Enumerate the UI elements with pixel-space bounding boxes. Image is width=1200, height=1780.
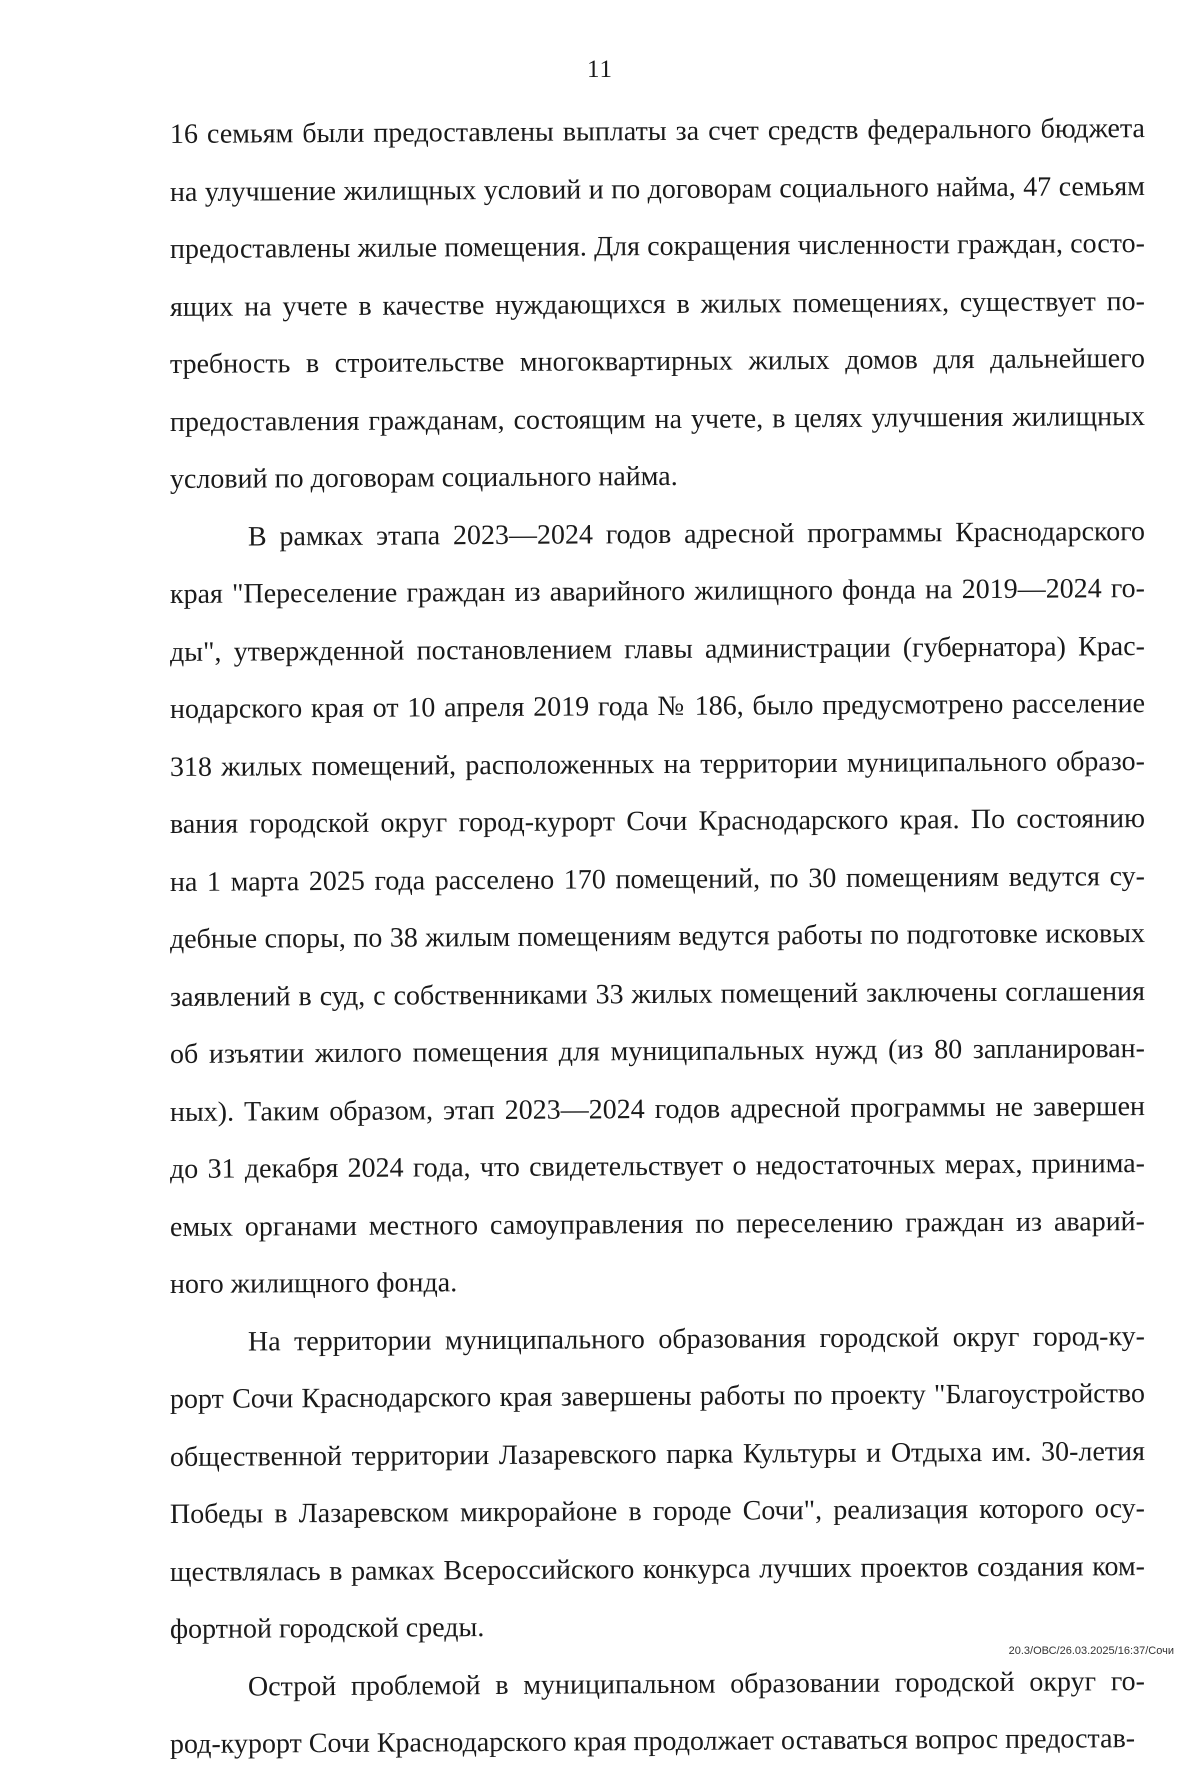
- text-line: ществлялась в рамках Всероссийского конкурса лучших проектов создания ком-: [169, 1550, 1146, 1588]
- text-line: на улучшение жилищных условий и по договорам социального найма, 47 семьям: [169, 170, 1146, 208]
- text-line: дебные споры, по 38 жилым помещениям ведутся работы по подготовке исковых: [169, 918, 1146, 955]
- text-line: условий по договорам социального найма.: [169, 460, 678, 495]
- text-line: На территории муниципального образования городской округ город-ку-: [247, 1320, 1146, 1358]
- paragraph: [170, 1320, 1145, 1665]
- paragraph: [170, 515, 1145, 1320]
- text-line: В рамках этапа 2023—2024 годов адресной программы Краснодарского: [247, 515, 1146, 553]
- text-line: 16 семьям были предоставлены выплаты за счет средств федерального бюджета: [169, 113, 1146, 150]
- text-line: ных). Таким образом, этап 2023—2024 годов адресной программы не завершен: [169, 1090, 1146, 1128]
- text-line: предоставления гражданам, состоящим на учете, в целях улучшения жилищных: [169, 400, 1146, 438]
- text-line: ды", утвержденной постановлением главы администрации (губернатора) Крас-: [169, 630, 1146, 668]
- text-line: общественной территории Лазаревского парка Культуры и Отдыха им. 30-летия: [169, 1435, 1146, 1473]
- text-line: до 31 декабря 2024 года, что свидетельствует о недостаточных мерах, принима-: [169, 1148, 1146, 1185]
- text-line: предоставлены жилые помещения. Для сокращения численности граждан, состо-: [169, 228, 1146, 265]
- paragraph: [170, 1665, 1145, 1780]
- document-body: [170, 112, 1145, 1780]
- paragraph: [170, 112, 1145, 515]
- text-line: Победы в Лазаревском микрорайоне в городе Сочи", реализация которого осу-: [169, 1493, 1146, 1530]
- text-line: заявлений в суд, с собственниками 33 жилых помещений заключены соглашения: [169, 975, 1146, 1013]
- text-line: требность в строительстве многоквартирных жилых домов для дальнейшего: [169, 343, 1146, 380]
- footer-registration-stamp: 20.3/ОВС/26.03.2025/16:37/Сочи: [1008, 1645, 1174, 1657]
- text-line: емых органами местного самоуправления по переселению граждан из аварий-: [169, 1205, 1146, 1243]
- page-number: 11: [586, 56, 614, 83]
- text-line: фортной городской среды.: [169, 1612, 485, 1645]
- text-line: вания городской округ город-курорт Сочи Краснодарского края. По состоянию: [169, 803, 1146, 840]
- text-line: края "Переселение граждан из аварийного жилищного фонда на 2019—2024 го-: [169, 573, 1146, 610]
- text-line: рорт Сочи Краснодарского края завершены работы по проекту "Благоустройство: [169, 1378, 1146, 1415]
- text-line: ного жилищного фонда.: [169, 1267, 458, 1300]
- text-line: 318 жилых помещений, расположенных на территории муниципального образо-: [169, 745, 1146, 783]
- text-line: Острой проблемой в муниципальном образовании городской округ го-: [247, 1665, 1146, 1703]
- text-line: на 1 марта 2025 года расселено 170 помещений, по 30 помещениям ведутся су-: [169, 860, 1146, 898]
- text-line: род-курорт Сочи Краснодарского края продолжает оставаться вопрос предостав-: [169, 1723, 1136, 1760]
- text-line: нодарского края от 10 апреля 2019 года № 186, было предусмотрено расселение: [169, 688, 1146, 725]
- text-line: об изъятии жилого помещения для муниципальных нужд (из 80 запланирован-: [169, 1033, 1146, 1070]
- text-line: ящих на учете в качестве нуждающихся в жилых помещениях, существует по-: [169, 285, 1146, 323]
